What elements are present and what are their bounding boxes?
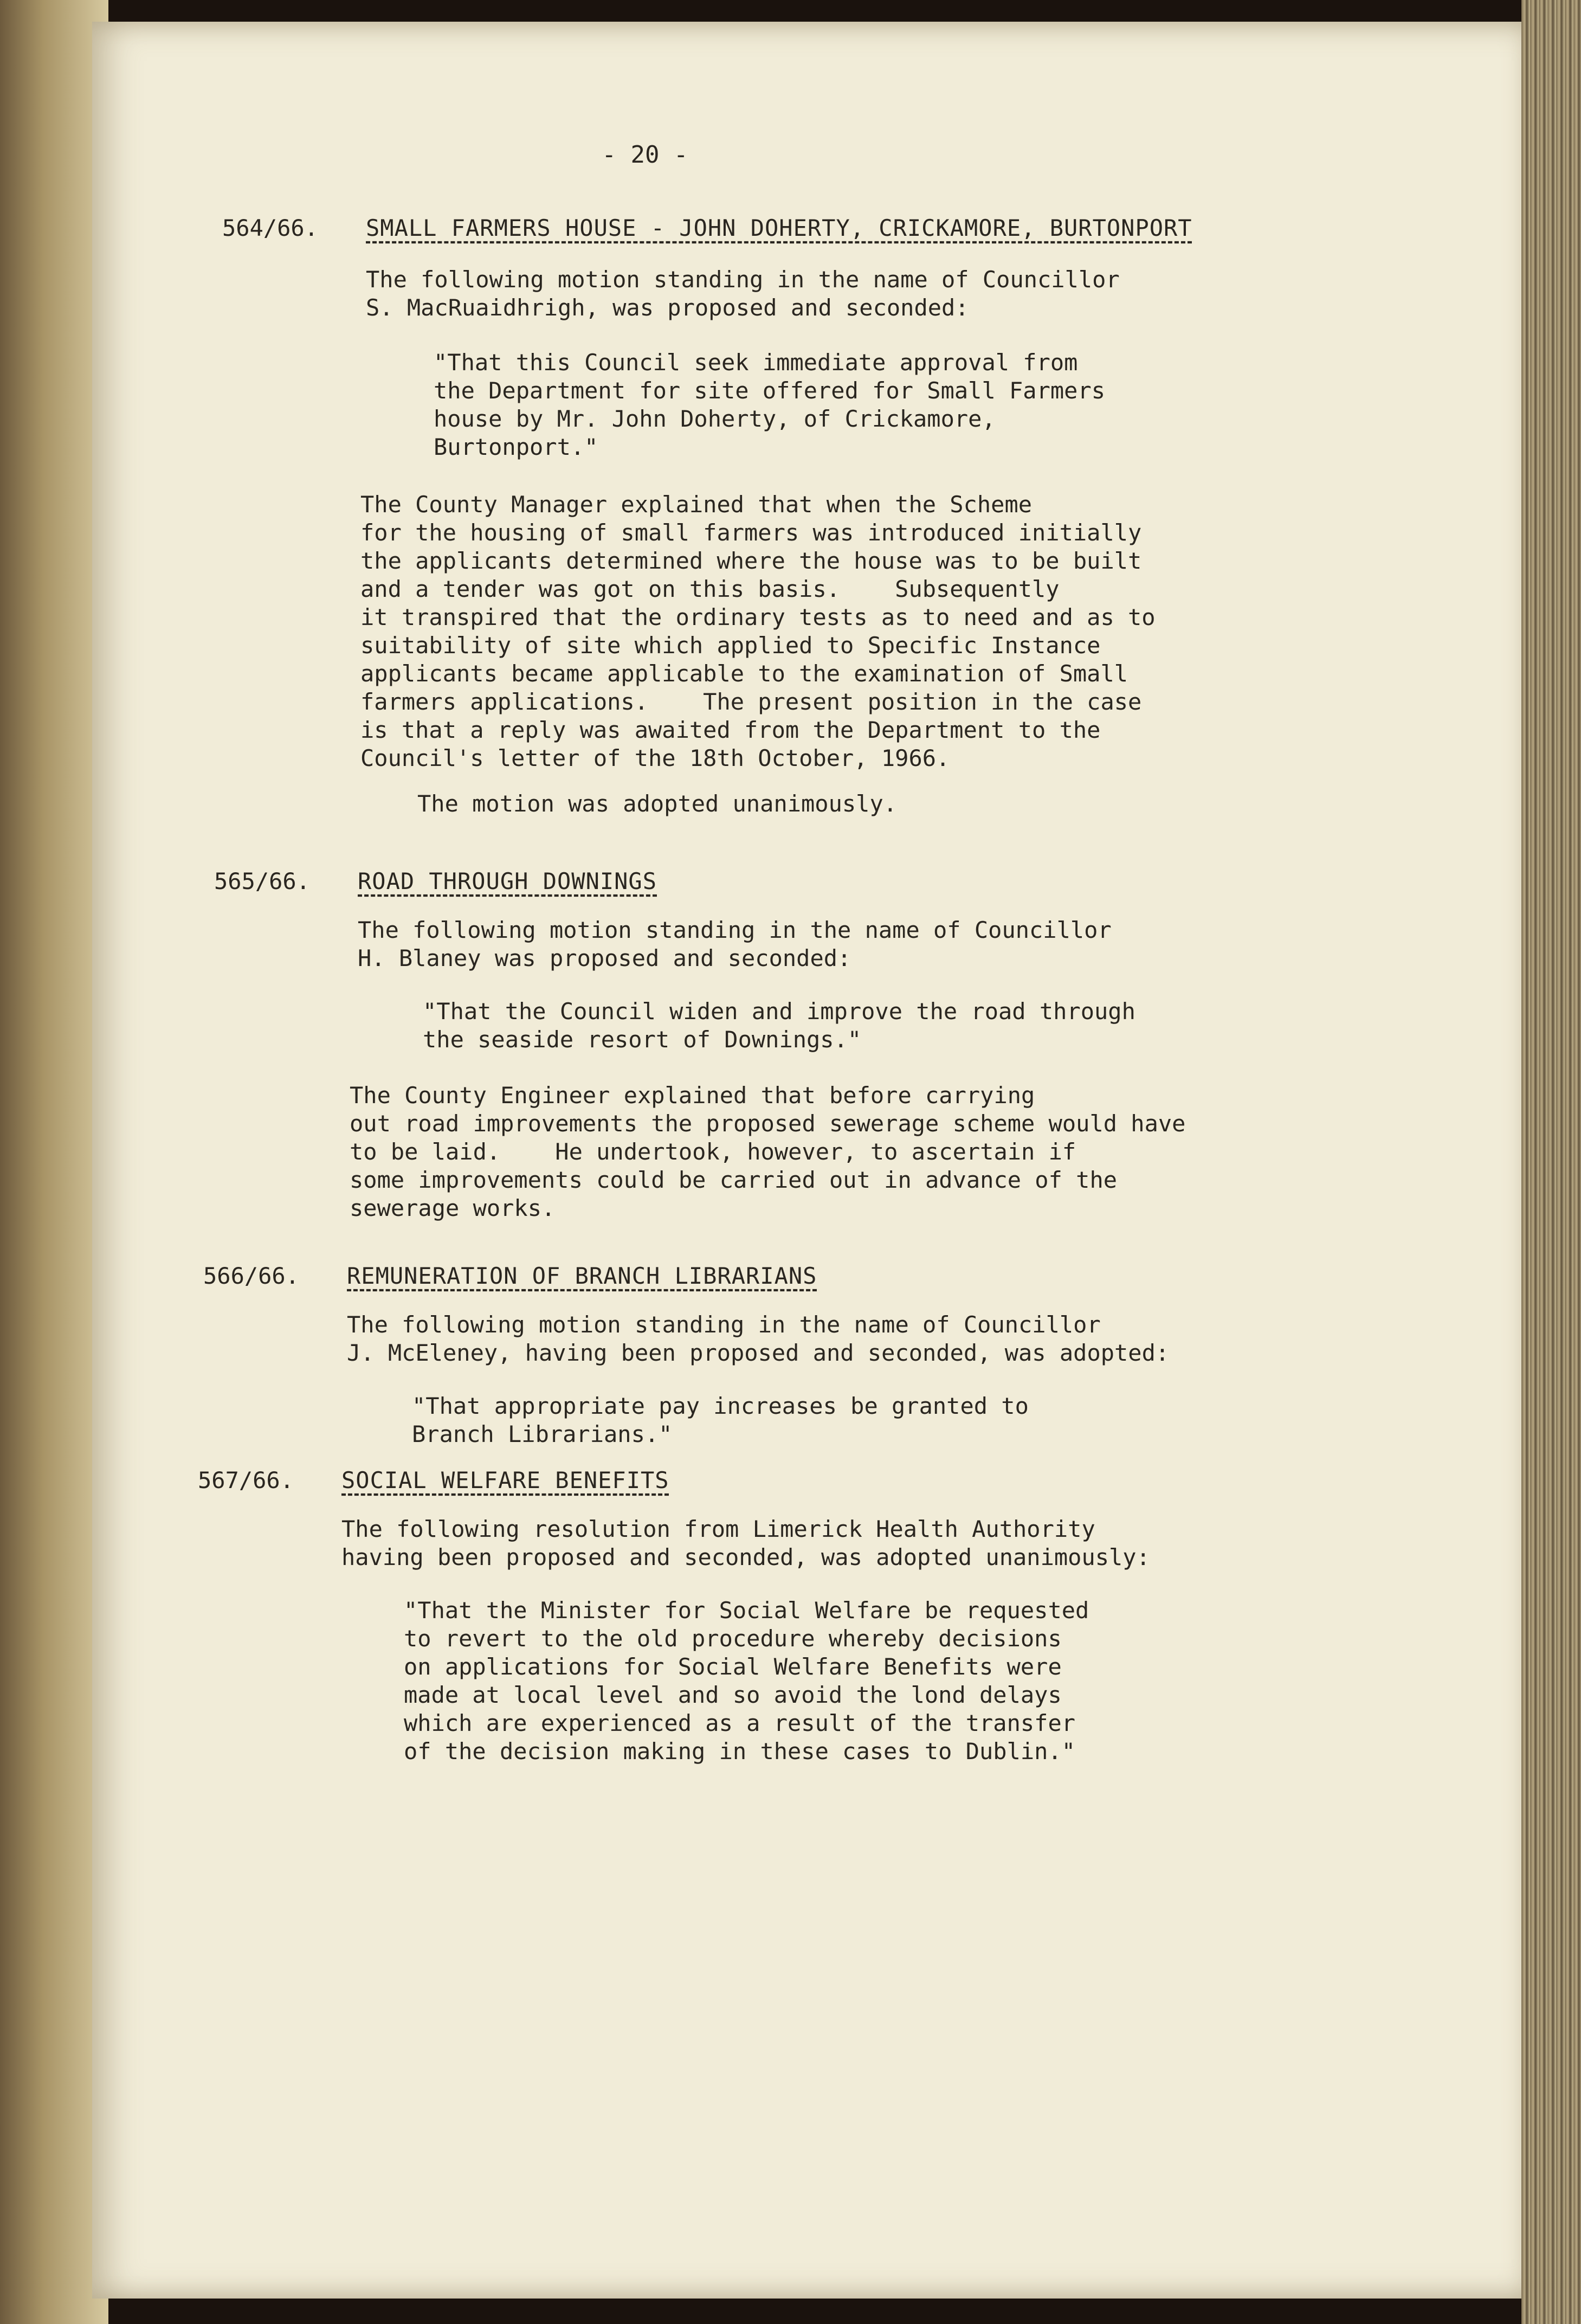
item-number: 566/66. <box>203 1263 300 1289</box>
explanation: The County Engineer explained that before carrying out road improvements the proposed sewerage scheme would have to be laid. He undertook, however, to ascertain if some improvements could be carried out in advance of the sewerage works. <box>350 1082 1186 1221</box>
item-number: 567/66. <box>198 1467 294 1493</box>
page-number: - 20 - <box>602 141 688 169</box>
item-heading: ROAD THROUGH DOWNINGS <box>358 868 657 894</box>
item-number: 564/66. <box>222 215 319 241</box>
motion-text: "That the Minister for Social Welfare be requested to revert to the old procedure whereby decisions on applications for Social Welfare Benefits were made at local level and so avoid the lond delays which are experienced as a result of the transfer of the decision making in these cases to Dublin." <box>404 1597 1089 1765</box>
item-heading: SMALL FARMERS HOUSE - JOHN DOHERTY, CRICKAMORE, BURTONPORT <box>366 215 1192 241</box>
motion-intro: The following motion standing in the name of Councillor H. Blaney was proposed and seconded: <box>358 917 1112 971</box>
item-heading: REMUNERATION OF BRANCH LIBRARIANS <box>347 1263 817 1289</box>
motion-intro: The following motion standing in the name of Councillor J. McEleney, having been proposed and seconded, was adopted: <box>347 1311 1170 1366</box>
motion-text: "That the Council widen and improve the road through the seaside resort of Downings." <box>423 998 1135 1053</box>
motion-intro: The following resolution from Limerick Health Authority having been proposed and seconded, was adopted unanimously: <box>341 1516 1150 1570</box>
motion-text: "That appropriate pay increases be granted to Branch Librarians." <box>412 1393 1029 1447</box>
item-heading: SOCIAL WELFARE BENEFITS <box>341 1467 669 1493</box>
explanation: The County Manager explained that when the Scheme for the housing of small farmers was introduced initially the applicants determined where the house was to be built and a tender was got on this basis. Subsequently it transpired that the ordinary tests as to need and as to suitability of site which applied to Specific Instance applicants became applicable to the examination of Small farmers applications. The present position in the case is that a reply was awaited from the Department to the Council's letter of the 18th October, 1966. <box>360 491 1156 771</box>
motion-intro: The following motion standing in the name of Councillor S. MacRuaidhrigh, was proposed and seconded: <box>366 266 1120 321</box>
item-number: 565/66. <box>214 868 311 894</box>
outcome: The motion was adopted unanimously. <box>417 790 898 817</box>
motion-text: "That this Council seek immediate approval from the Department for site offered for Small Farmers house by Mr. John Doherty, of Crickamore, Burtonport." <box>434 349 1106 460</box>
